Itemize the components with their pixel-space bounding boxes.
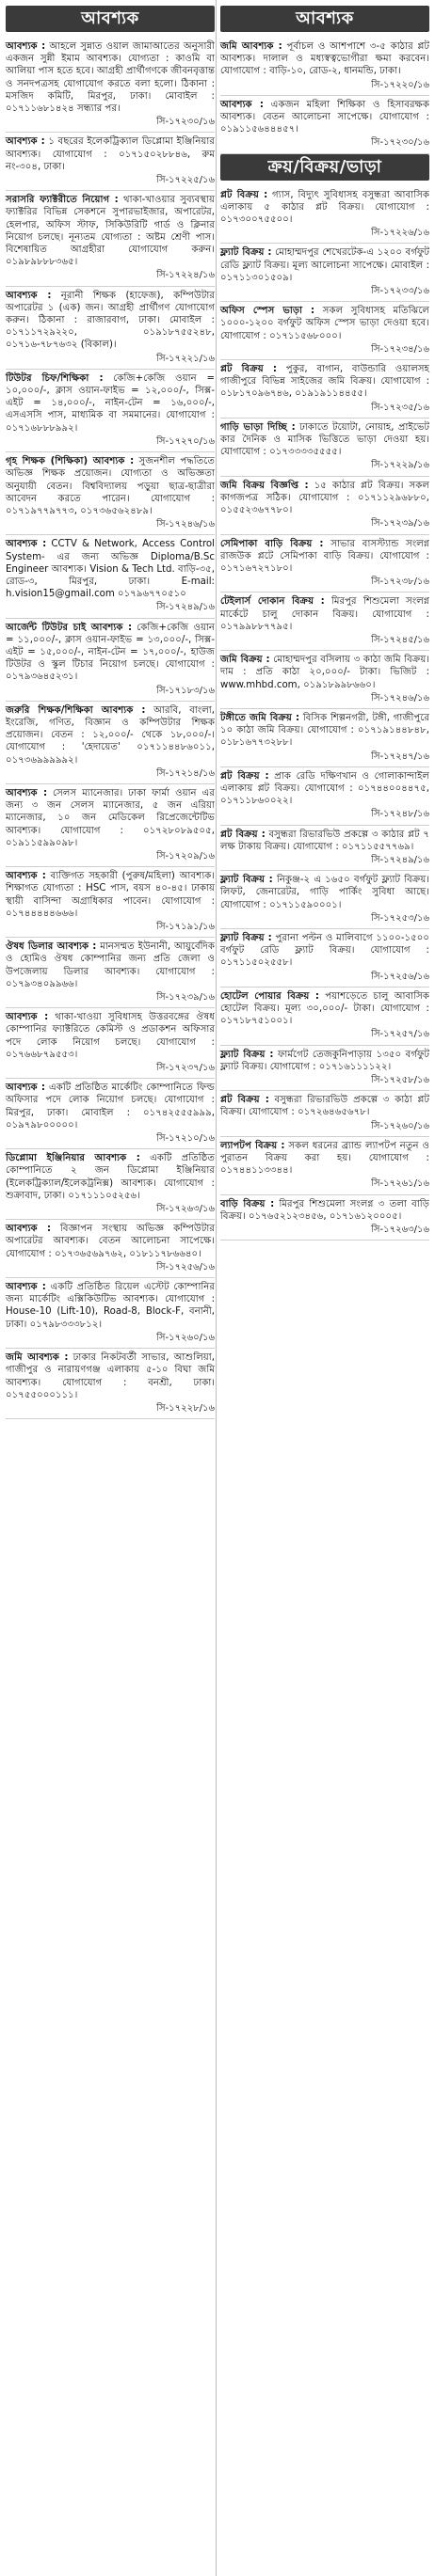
ad-lead: ল্যাপটপ বিক্রয় :: [220, 1140, 285, 1151]
right-column: [220, 6, 429, 1241]
ad-text: পুকুর, বাগান, বাউন্ডারি ওয়ালসহ গাজীপুরে বিভিন্ন সাইজের জমি বিক্রয়। যোগাযোগ : ০১৮১৭০৯৬৭৪৬, ০১৯১৯১১৪৪৫৫।: [220, 364, 429, 400]
ad-lead: আবশ্যক :: [220, 99, 264, 110]
ad-text: বিসিক শিল্পনগরী, টঙ্গী, গাজীপুরে ১০ কাঠা জমি বিক্রয়। যোগাযোগ : ০১৭১৯১৪৪৮৪৮, ০১৮১৬৭৭৩২৮৮।: [220, 712, 429, 749]
classified-ad: [220, 1137, 429, 1195]
ad-code: সি-১৭২৪৬/১৬: [371, 692, 429, 703]
ad-lead: গৃহ শিক্ষক (শিক্ষিকা) আবশ্যক :: [6, 456, 135, 467]
ad-text: প্রাক রেডি দক্ষিণখান ও গোলাকান্দাইল এলাকায় প্লট বিক্রয়। যোগাযোগ : ০১৭৪৪০০৪৪৭৫, ০১৭১১৮৬০০২২।: [220, 770, 430, 807]
classified-ad: [220, 477, 429, 535]
ad-lead: আবশ্যক :: [6, 539, 47, 550]
ad-code: সি-১৭২৪৬/১৬: [156, 519, 215, 530]
ad-lead: ফ্ল্যাট বিক্রয় :: [220, 932, 272, 943]
classified-ad: [6, 370, 215, 452]
classified-ad: [6, 133, 215, 191]
ad-code: সি-১৭২২১/১৬: [156, 353, 215, 364]
ad-lead: আবশ্যক :: [6, 41, 46, 52]
ad-lead: ডিপ্লোমা ইঞ্জিনিয়ার আবশ্যক :: [6, 1153, 140, 1164]
classified-ad: [220, 302, 429, 360]
ad-text: ১৫ কাঠার প্লট বিক্রয়। সকল কাগজপত্র সঠিক। যোগাযোগ : ০১৭১১২৯৬৮৮০, ০১৫৫২৩৬৭৭৮০।: [220, 480, 429, 516]
ad-code: সি-১৭২৩৯/১৬: [156, 992, 215, 1004]
classified-ad: [6, 867, 215, 938]
classified-ad: [6, 1149, 215, 1220]
classified-ad: [6, 938, 215, 1008]
classified-ad: [6, 1008, 215, 1079]
ad-code: সি-১৭২৬৩/১৬: [371, 1225, 429, 1236]
ad-text: আহলে সুন্নাত ওয়াল জামাআতের অনুসারী একজন সুন্নী ইমাম আবশ্যক। যোগ্যতা : কাওমি বা আলিয়া পাস হতে হবে। আগ্রহী প্রার্থীগণকে জীবনবৃত্তান্ত ও সনদপত্রসহ যোগাযোগ করতে বলা হলো। ঠিকানা : মসজিদ কমিটি, মিরপুর, ঢাকা। মোবাইল : ০১৭১১৬৮১৪২৪ সন্ধ্যার পর।: [6, 41, 215, 115]
ad-code: সি-১৭২৬১/১৬: [371, 1178, 429, 1190]
classified-ad: [220, 419, 429, 477]
ad-code: সি-১৭২৫৭/১৬: [371, 1029, 429, 1040]
ad-code: সি-১৭২৩৫/১৬: [371, 402, 429, 413]
ad-code: সি-১৭২৩৩/১৬: [371, 286, 429, 297]
classified-ad: [220, 96, 429, 154]
ad-text: মোহাম্মদপুর বসিলায় ৩ কাঠা জমি বিক্রয়। দাম : প্রতি কাঠা ২০,০০০/- টাকা। ভিজিট : www.mhbd.com, ০১৯১৮৯৯৮৬৬০।: [220, 655, 429, 690]
ad-lead: প্লট বিক্রয় :: [220, 1095, 269, 1106]
classified-ad: [220, 929, 429, 988]
ad-lead: আবশ্যক :: [6, 1083, 45, 1094]
classified-ad: [220, 1195, 429, 1241]
ad-lead: প্লট বিক্রয় :: [220, 829, 266, 840]
classified-ad: [220, 988, 429, 1046]
ad-lead: প্লট বিক্রয় :: [220, 770, 269, 782]
ad-lead: আবশ্যক :: [6, 787, 48, 798]
ad-text: একটি প্রতিষ্ঠিত মার্কেটিং কোম্পানিতে ফিল্ড অফিসার পদে লোক নিয়োগ চলছে। যোগাযোগ : মিরপুর, ঢাকা। মোবাইল : ০১৭৪২৫৫৫৯৯৯, ০১৯৭৯৮০০০০০।: [6, 1083, 215, 1130]
ad-text: মিরপুর শিশুমেলা সংলগ্ন মার্কেটে চালু দোকান বিক্রয়। যোগাযোগ : ০১৭৯৯৮৮৭৭৯৫।: [220, 596, 429, 632]
ad-text: বিজ্ঞাপন সংস্থায় অভিজ্ঞ কম্পিউটার অপারেটর আবশ্যক। বেতন আলোচনা সাপেক্ষে। যোগাযোগ : ০১৭৩৬৫৬৯৭৬২, ০১৮১১৭৮৬৬৪০।: [6, 1224, 215, 1259]
ad-lead: ফ্ল্যাট বিক্রয় :: [220, 1049, 274, 1060]
ad-text: ঢাকার নিকটবর্তী সাভার, আশুলিয়া, গাজীপুর ও নারায়ণগঞ্জ এলাকায় ৫-১০ বিঘা জমি আবশ্যক। যোগাযোগ : বনশ্রী, ঢাকা। ০১৭৫৫০০০১১১।: [6, 1352, 215, 1400]
ad-code: সি-১৭২২০/১৬: [371, 79, 429, 90]
ad-code: সি-১৭২৬০/১৬: [371, 1120, 429, 1131]
ad-code: সি-১৭২৩০/১৬: [371, 137, 429, 149]
ad-text: মিরপুর শিশুমেলা সংলগ্ন ৩ তলা বাড়ি বিক্রয়। ০১৭৬৫২১২৩৪৫৬, ০১৭১৬১২০০০৫।: [220, 1198, 429, 1222]
ad-lead: আবশ্যক :: [6, 1224, 52, 1235]
ad-lead: জমি আবশ্যক :: [220, 41, 282, 52]
classified-ad: [220, 767, 429, 826]
classified-ad: [6, 287, 215, 370]
classified-ad: [220, 244, 429, 302]
ad-text: একটি প্রতিষ্ঠিত রিয়েল এস্টেট কোম্পানির জন্য মার্কেটিং এক্সিকিউটিভ আবশ্যক। যোগাযোগ : House-10 (Lift-10), Road-8, Block-F, বনানী, ঢাকা। ০১৭৯৮৩৩৩৮১২।: [6, 1282, 215, 1330]
ad-lead: টিউটর চিফ/শিক্ষিকা :: [6, 372, 104, 384]
ad-code: সি-১৭২৫৬/১৬: [371, 971, 429, 982]
ads-list-right-bottom: [220, 186, 429, 1241]
ad-code: সি-১৭২১০/১৬: [156, 1133, 215, 1145]
ad-code: সি-১৭২৪৯/১৬: [156, 602, 215, 613]
ad-lead: ফ্ল্যাট বিক্রয় :: [220, 247, 272, 259]
classified-ad: [220, 38, 429, 96]
ad-code: সি-১৭২২৬/১৬: [371, 228, 429, 239]
classified-ad: [220, 360, 429, 419]
ad-text: ১ বছরের ইলেকট্রিক্যাল ডিপ্লোমা ইঞ্জিনিয়ার আবশ্যক। যোগাযোগ : ০১৭১৫০২৮৮৪৬, রুম নং-৩০৪, ঢাকা।: [6, 136, 215, 172]
ad-text: ঢাকাতে টয়োটা, নোয়াহ, প্রাইভেট কার দৈনিক ও মাসিক ভিত্তিতে ভাড়া দেওয়া হয়। যোগাযোগ : ০১৭৩৩৩৩৫৫৫৫।: [220, 421, 429, 458]
ad-code: সি-১৭২৩৮/১৬: [371, 577, 429, 588]
ad-lead: হোটেল পোয়ার বিক্রয় :: [220, 990, 320, 1002]
ad-lead: জমি বিক্রয় :: [220, 655, 270, 666]
ad-code: সি-১৭২৫৮/১৬: [371, 1075, 429, 1086]
classified-ad: [6, 619, 215, 702]
ad-code: সি-১৭২৪৭/১৬: [371, 751, 429, 762]
classified-ad: [6, 38, 215, 133]
section-header-buy-sell-rent: ক্রয়/বিক্রয়/ভাড়া: [220, 154, 429, 181]
ad-text: একজন মহিলা শিক্ষিকা ও হিসাবরক্ষক আবশ্যক। বেতন আলোচনা সাপেক্ষে। যোগাযোগ : ০১৯১১৫৬৪৪৪৫৭।: [220, 99, 429, 135]
ad-text: থাকা-খাওয়া সুবিধাসহ উত্তরবঙ্গের ঔষধ কোম্পানির ফ্যাক্টরিতে কেমিস্ট ও প্রডাকশন অফিসার পদে লোক নিয়োগ চলছে। যোগাযোগ : ০১৭৬৬৮৭৯৫৫৩।: [6, 1012, 215, 1060]
ad-code: সি-১৭২৬০/১৬: [156, 1332, 215, 1343]
ads-list-right-top: [220, 38, 429, 154]
ad-text: পয়াশড়েতে চালু আবাসিক হোটেল বিক্রয়। মূল্য ৩০,০০০/- টাকা। যোগাযোগ : ০১৭১৮৭৫১০০১।: [220, 990, 430, 1027]
ad-text: সকল ধরনের ব্র্যান্ড ল্যাপটপ নতুন ও পুরাতন বিক্রয় করা হয়। যোগাযোগ : ০১৭৪৪১১৩৩৪৪।: [220, 1140, 429, 1177]
ad-code: সি-১৭২৩০/১৬: [156, 117, 215, 128]
ad-text: মানসম্মত ইউনানী, আয়ুর্বেদিক ও হোমিও ঔষধ কোম্পানির জন্য প্রতি জেলা ও উপজেলায় ডিলার আবশ্যক। যোগাযোগ : ০১৭৯৩৪০৯৯৬৬।: [6, 941, 216, 989]
classified-ad: [6, 784, 215, 867]
classified-ad: [220, 593, 429, 651]
ad-code: সি-১৭২৬৩/১৬: [156, 1204, 215, 1215]
ad-text: সেলস ম্যানেজার। ঢাকা ফার্মা ওয়ান এর জন্য ৩ জন সেলস ম্যানেজার, ৫ জন এরিয়া ম্যানেজার, ১০ জন মেডিকেল রিপ্রেজেন্টেটিভ আবশ্যক। যোগাযোগ : ০১৭২৮০৮৯৫০৫, ০১৯১১৫৯৯০৯৮।: [6, 787, 215, 848]
ad-code: সি-১৭২২৮/১৬: [156, 1402, 215, 1414]
ad-lead: আর্জেন্ট টিউটর চাই আবশ্যক :: [6, 622, 133, 633]
classified-ad: [6, 191, 215, 286]
left-column: [6, 6, 215, 1419]
ad-text: থাকা-খাওয়ার সুব্যবস্থায় ফ্যাক্টরির বিভিন্ন সেকশনে সুপারভাইজার, অপারেটর, হেলপার, অফিস স্টাফ, সিকিউরিটি গার্ড ও ক্লিনার নিয়োগ চলছে। নূন্যতম যোগ্যতা : অষ্টম শ্রেণী পাস। বিশেষায়িত আগ্রহীরা যোগাযোগ করুন। ০১৯৮৯৮৮৮৩৬৫।: [6, 195, 215, 268]
classified-ad: [6, 702, 215, 784]
ad-text: কেজি+কেজি ওয়ান = ১১,০০০/-, ক্লাস ওয়ান-ফাইভ = ১৩,০০০/-, সিক্স-এইট = ১৫,০০০/-, নাইন-টেন = ১৭,০০০/-, হাউজ টিউটর ও স্কুল টিচার নিয়োগ চলছে। যোগাযোগ : ০১৭৯৩৬৪৫২৩১।: [6, 622, 215, 683]
classified-ad: [220, 535, 429, 593]
ad-lead: টেইলার্স দোকান বিক্রয় :: [220, 596, 325, 608]
ad-code: সি-১৭২৩৭/১৬: [156, 1063, 215, 1074]
ad-lead: আবশ্যক :: [6, 1282, 46, 1293]
ad-text: বসুন্ধরা রিভারভিউ প্রকল্পে ৩ কাঠা প্লট বিক্রয়। যোগাযোগ : ০১৭২৬৪৬৫৬৭৮।: [220, 1095, 429, 1118]
ad-lead: প্লট বিক্রয় :: [220, 189, 268, 200]
classified-ad: [220, 709, 429, 767]
ad-code: সি-১৭২৫৩/১৬: [371, 912, 429, 924]
ad-text: সকল সুবিধাসহ মতিঝিলে ১০০০-১২০০ বর্গফুট অফিস স্পেস ভাড়া দেওয়া হবে। যোগাযোগ : ০১৭১১৫৬৮০০০।: [220, 306, 430, 341]
ad-code: সি-১৭২৭০/১৬: [156, 435, 215, 447]
ad-code: সি-১৭১৯১/১৬: [156, 922, 215, 932]
ad-lead: আবশ্যক :: [6, 136, 45, 148]
ad-code: সি-১৭২৫৬/১৬: [156, 1261, 215, 1272]
classified-ad: [220, 826, 429, 872]
classified-ad: [6, 535, 215, 618]
ad-code: সি-১৭২২৪/১৬: [156, 270, 215, 281]
ad-text: ফার্মগেট তেজকুনিপাড়ায় ১৩৫০ বর্গফুট ফ্ল্যাট বিক্রয়। যোগাযোগ : ০১৭১৬১১১১২২।: [220, 1049, 429, 1072]
classified-ad: [6, 452, 215, 535]
ad-lead: জরুরি শিক্ষক/শিক্ষিকা আবশ্যক :: [6, 704, 146, 716]
classified-ad: [6, 1079, 215, 1149]
ad-text: আরবি, বাংলা, ইংরেজি, গণিত, বিজ্ঞান ও কম্পিউটার শিক্ষক প্রয়োজন। বেতন : ১২,০০০/- থেকে ১৮,০০০/-। যোগাযোগ : 'হেদায়েত' ০১৭১১৪৪৮৬০১১, ০১৭৩৬৯৯৯৯৯২।: [6, 704, 215, 766]
ad-lead: জমি আবশ্যক :: [6, 1352, 69, 1364]
ad-code: সি-১৭২০৯/১৬: [156, 850, 215, 861]
classified-ad: [6, 1220, 215, 1278]
classified-ad: [220, 651, 429, 709]
ad-lead: সেমিপাকা বাড়ি বিক্রয় :: [220, 538, 324, 549]
column-divider: [216, 0, 217, 2576]
ad-text: নিকুঞ্জ-২ এ ১৬৫০ বর্গফুট ফ্ল্যাট বিক্রয়। লিফট, জেনারেটর, গাড়ি পার্কিং সুবিধা আছে। যোগাযোগ : ০১৭১১৫৯০০০১।: [220, 875, 430, 910]
ad-code: সি-১৭২৪৮/১৬: [371, 809, 429, 820]
ad-lead: ফ্ল্যাট বিক্রয় :: [220, 875, 273, 886]
ad-code: সি-১৭১৮৩/১৬: [156, 685, 215, 696]
ad-text: CCTV & Network, Access Control System- এর জন্য অভিজ্ঞ Diploma/B.Sc Engineer আবশ্যক। Vision & Tech Ltd. বাড়ি-৩৫, রোড-৩, মিরপুর, ঢাকা। E-mail: h.vision15@gmail.com ০১৭৯৬৭৭০৫১০: [6, 539, 215, 600]
ad-text: একটি প্রতিষ্ঠিত কোম্পানিতে ২ জন ডিপ্লোমা ইঞ্জিনিয়ার (ইলেকট্রিক্যাল/ইলেকট্রনিক্স) আবশ্যক। যোগাযোগ : শুক্রাবাদ, ঢাকা। ০১৭১১১০৫২৫৬।: [6, 1153, 215, 1201]
classified-ad: [6, 1278, 215, 1349]
classified-ad: [220, 186, 429, 245]
ad-code: সি-১৭২৩৯/১৬: [371, 518, 429, 529]
ad-lead: অফিস স্পেস ভাড়া :: [220, 306, 315, 317]
ad-lead: ঔষধ ডিলার আবশ্যক :: [6, 941, 97, 953]
ad-lead: আবশ্যক :: [6, 1012, 49, 1023]
ad-lead: বাড়ি বিক্রয় :: [220, 1198, 275, 1209]
ad-lead: গাড়ি ভাড়া দিচ্ছি :: [220, 421, 296, 433]
ad-text: পুরানা পল্টন ও মালিবাগে ১১০০-১৫০০ বর্গফুট রেডি ফ্ল্যাট বিক্রয়। যোগাযোগ : ০১৭১১৫০২৫৫৮।: [220, 932, 429, 969]
ad-text: কেজি+কেজি ওয়ান = ১০,০০০/-, ক্লাস ওয়ান-ফাইভ = ১২,০০০/-, সিক্স-এইট = ১৪,০০০/-, নাইন-টেন = ১৬,০০০/-, এসএসসি পাস, মাধ্যমিক বা সমমানের। যোগাযোগ : ০১৭১৬৮৮৮৯৯২।: [6, 372, 215, 434]
classified-ad: [220, 1046, 429, 1092]
ad-text: বসুন্ধরা রিভারভিউ প্রকল্পে ৩ কাঠার প্লট ৭ লক্ষ টাকায় বিক্রয়। যোগাযোগ : ০১৭১১৫৫৭৭৬৯।: [220, 829, 429, 852]
ad-lead: আবশ্যক :: [6, 290, 52, 301]
ad-text: নূরানী শিক্ষক (হাফেজ), কম্পিউটার অপারেটর ১ (এক) জন। আগ্রহী প্রার্থীগণ যোগাযোগ করুন। ঠিকানা : রাজারবাগ, ঢাকা। মোবাইল : ০১৭১১৭২৯২২০, ০১৯১৮৭৫৫২৪৮, ০১৭১৬-৭৮৭৬৩২ (বিকাল)।: [6, 290, 215, 351]
classified-ad: [6, 1349, 215, 1419]
ad-text: পূর্বাচল ও আশপাশে ৩-৫ কাঠার প্লট আবশ্যক। দালাল ও মধ্যস্বত্বভোগীরা ক্ষমা করবেন। যোগাযোগ : বাড়ি-১০, রোড-২, ধানমন্ডি, ঢাকা।: [220, 41, 429, 77]
section-header-wanted-right: আবশ্যক: [220, 6, 429, 32]
ad-lead: টঙ্গীতে জমি বিক্রয় :: [220, 712, 300, 723]
ad-code: সি-১৭২২৯/১৬: [371, 460, 429, 471]
ad-code: সি-১৭২৩৪/১৬: [371, 343, 429, 355]
section-header-wanted: আবশ্যক: [6, 6, 215, 32]
ad-text: মোহাম্মদপুর শেখেরটেক-এ ১২০০ বর্গফুট রেডি ফ্ল্যাট বিক্রয়। মূল্য আলোচনা সাপেক্ষে। মোবাইল : ০১৭১১৩০১৫০৯।: [220, 247, 430, 283]
ad-text: সুজনশীল পদ্ধতিতে অভিজ্ঞ শিক্ষক প্রয়োজন। যোগ্যতা ও অভিজ্ঞতা অনুযায়ী বেতন। বিশ্ববিদ্যালয় পড়ুয়া ছাত্র-ছাত্রীরা আবেদন করতে পারেন। যোগাযোগ : ০১৭১৯৭৭৯৭৭৩, ০১৭৩৬৫৬২৪৮৯।: [6, 456, 216, 516]
classified-ad: [220, 871, 429, 929]
ad-text: ব্যক্তিগত সহকারী (পুরুষ/মহিলা) আবশ্যক। শিক্ষাগত যোগ্যতা : HSC পাস, বয়স ৪০-৪৫। ঢাকায় স্থায়ী বাসিন্দা অগ্রাধিকার পাবেন। যোগাযোগ : ০১৭৪৪৪৪৪৬৬৬।: [6, 871, 215, 919]
ad-code: সি-১৭২১৪/১৬: [156, 767, 215, 779]
ad-lead: প্লট বিক্রয় :: [220, 364, 277, 375]
ad-code: সি-১৭২৪৯/১৬: [371, 854, 429, 865]
ad-text: সাভার বাসস্ট্যান্ড সংলগ্ন রাজউক প্লটে সেমিপাকা বাড়ি বিক্রয়। যোগাযোগ : ০১৭১৬৭২৭১৮০।: [220, 538, 429, 574]
ad-code: সি-১৭২৪৫/১৬: [371, 634, 429, 645]
classified-ad: [220, 1091, 429, 1137]
ad-lead: জমি বিক্রয় বিজ্ঞপ্তি :: [220, 480, 309, 491]
ad-code: সি-১৭২২৫/১৬: [156, 175, 215, 186]
ads-list-left: [6, 38, 215, 1419]
ad-lead: আবশ্যক :: [6, 871, 46, 882]
ad-text: গ্যাস, বিদ্যুৎ সুবিধাসহ বসুন্ধরা আবাসিক এলাকায় ৫ কাঠার প্লট বিক্রয়। যোগাযোগ : ০১৭৩০০৭৫৫০০।: [220, 189, 429, 226]
ad-lead: সরাসরি ফ্যাক্টরীতে নিয়োগ :: [6, 195, 119, 206]
